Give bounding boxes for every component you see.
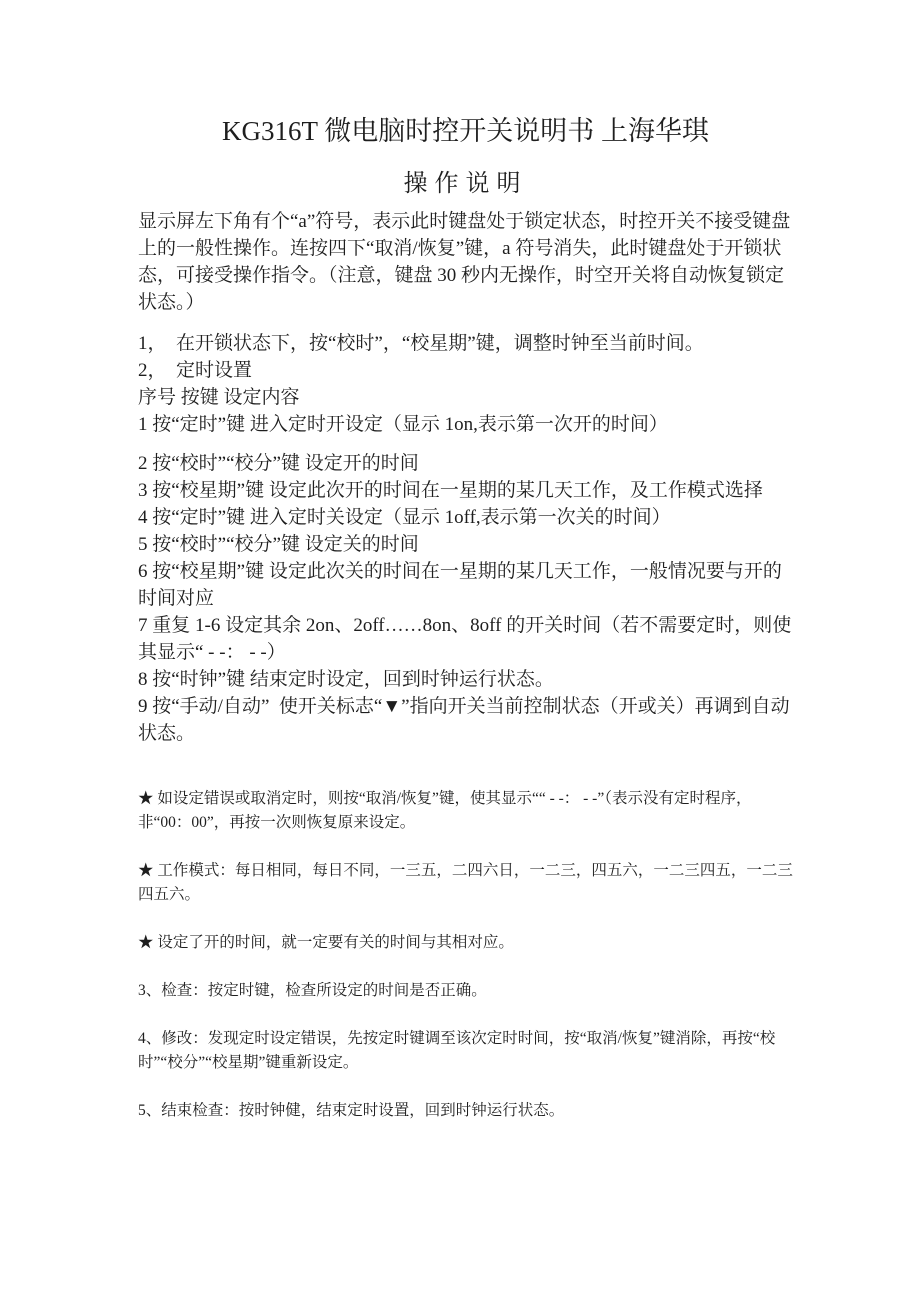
list-item-unlock-adjust: 1， 在开锁状态下，按“校时”，“校星期”键，调整时钟至当前时间。 [138, 333, 704, 354]
document-title: KG316T 微电脑时控开关说明书 上海华琪 [221, 116, 709, 146]
timer-step-3: 3 按“校星期”键 设定此次开的时间在一星期的某几天工作，及工作模式选择 [138, 480, 763, 501]
note-on-off-pairing: ★ 设定了开的时间，就一定要有关的时间与其相对应。 [138, 934, 514, 951]
timer-step-2: 2 按“校时”“校分”键 设定开的时间 [138, 453, 419, 474]
timer-step-6: 6 按“校星期”键 设定此次关的时间在一星期的某几天工作，一般情况要与开的时间对应 [138, 561, 782, 609]
paragraph-lock-intro: 显示屏左下角有个“a”符号，表示此时键盘处于锁定状态，时控开关不接受键盘上的一般性操作。连按四下“取消/恢复”键，a 符号消失，此时键盘处于开锁状态，可接受操作指令。（注意，键盘 30 秒内无操作，时空开关将自动恢复锁定状态。） [138, 211, 791, 313]
timer-step-1: 1 按“定时”键 进入定时开设定（显示 1on,表示第一次开的时间） [138, 414, 668, 435]
timer-step-4: 4 按“定时”键 进入定时关设定（显示 1off,表示第一次关的时间） [138, 507, 671, 528]
timer-steps-list [138, 450, 793, 747]
timer-step-7: 7 重复 1-6 设定其余 2on、2off……8on、8off 的开关时间（若不需要定时，则使其显示“ - -： - -） [138, 615, 792, 663]
procedure-finish: 5、结束检查：按时钟健，结束定时设置，回到时钟运行状态。 [138, 1102, 565, 1119]
timer-step-9: 9 按“手动/自动” 使开关标志“▼”指向开关当前控制状态（开或关）再调到自动状态。 [138, 696, 790, 744]
procedure-modify: 4、修改：发现定时设定错误，先按定时键调至该次定时时间，按“取消/恢复”键消除，再按“校时”“校分”“校星期”键重新设定。 [138, 1030, 776, 1071]
timer-step-8: 8 按“时钟”键 结束定时设定，回到时钟运行状态。 [138, 669, 554, 690]
setup-list [138, 330, 793, 438]
note-work-modes: ★ 工作模式：每日相同，每日不同，一三五，二四六日，一二三，四五六，一二三四五，一二三四五六。 [138, 862, 793, 903]
procedure-check: 3、检查：按定时键，检查所设定的时间是否正确。 [138, 982, 487, 999]
timer-step-5: 5 按“校时”“校分”键 设定关的时间 [138, 534, 419, 555]
note-cancel-timer: ★ 如设定错误或取消定时，则按“取消/恢复”键，使其显示““ - -： - -”（表示没有定时程序，非“00：00”，再按一次则恢复原来设定。 [138, 790, 752, 831]
list-item-timer-setting: 2， 定时设置 [138, 360, 253, 381]
section-heading-operation: 操作说明 [403, 171, 528, 197]
steps-table-header: 序号 按键 设定内容 [138, 387, 300, 408]
